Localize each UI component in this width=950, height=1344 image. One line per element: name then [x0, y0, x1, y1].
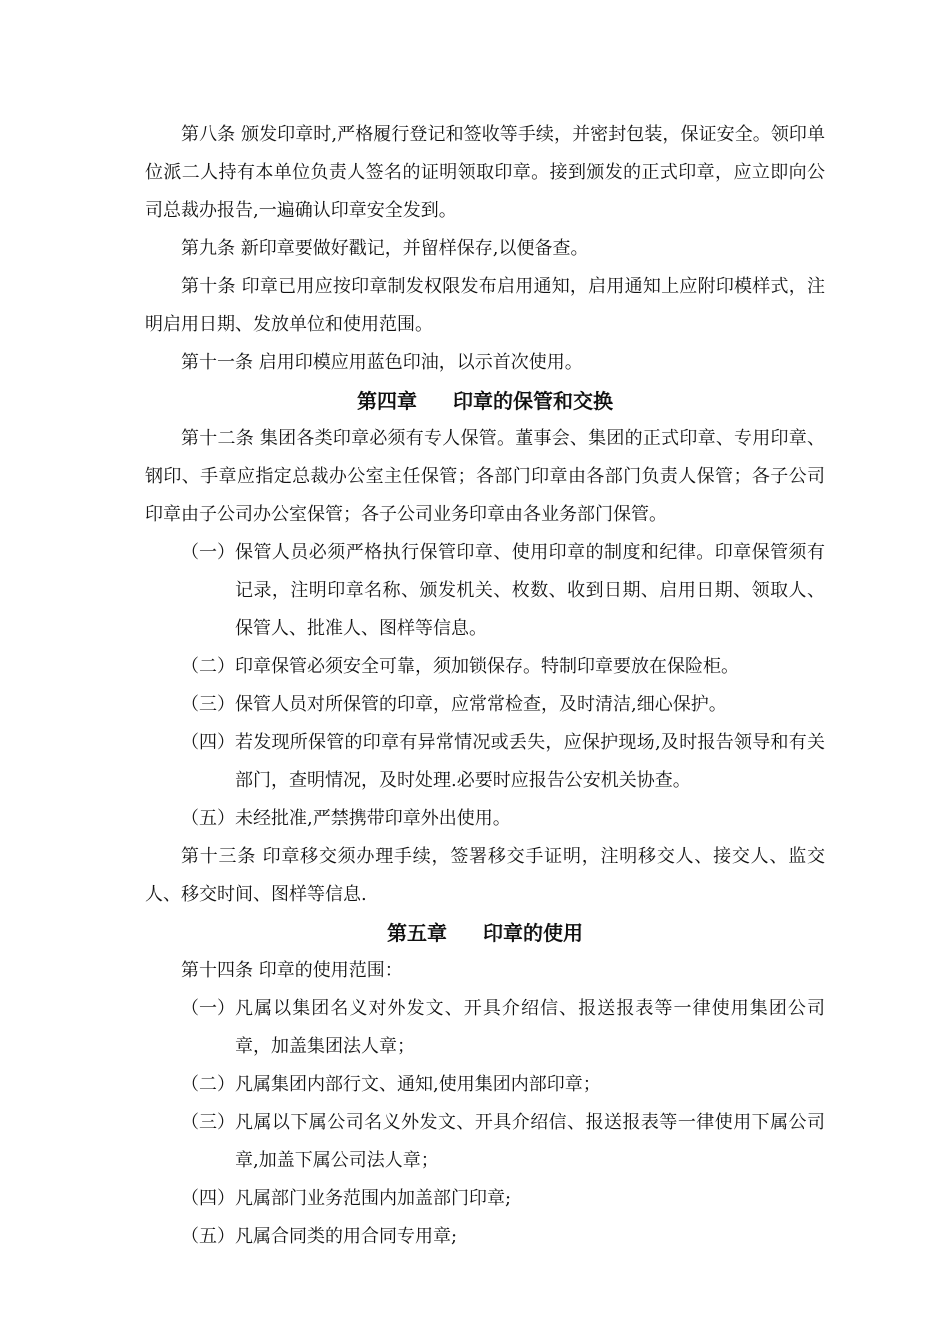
item-number: （一） — [181, 542, 235, 563]
article-14-item-2 — [145, 1066, 825, 1104]
chapter-5-number: 第五章 — [387, 921, 447, 945]
item-number: （二） — [181, 1074, 235, 1095]
chapter-4-heading — [145, 382, 825, 420]
item-text: 凡属以下属公司名义外发文、开具介绍信、报送报表等一律使用下属公司章,加盖下属公司法人章； — [235, 1112, 825, 1171]
article-12-item-1 — [145, 534, 825, 648]
article-12-item-2 — [145, 648, 825, 686]
article-8: 第八条 颁发印章时,严格履行登记和签收等手续，并密封包装，保证安全。领印单位派二人持有本单位负责人签名的证明领取印章。接到颁发的正式印章，应立即向公司总裁办报告,一遍确认印章安全发到。 — [145, 124, 825, 221]
item-text: 保管人员必须严格执行保管印章、使用印章的制度和纪律。印章保管须有记录，注明印章名称、颁发机关、枚数、收到日期、启用日期、领取人、保管人、批准人、图样等信息。 — [235, 542, 825, 639]
item-number: （四） — [181, 732, 235, 753]
item-text: 未经批准,严禁携带印章外出使用。 — [235, 808, 511, 829]
article-14-item-3 — [145, 1104, 825, 1180]
item-text: 若发现所保管的印章有异常情况或丢失，应保护现场,及时报告领导和有关部门，查明情况，及时处理.必要时应报告公安机关协查。 — [235, 732, 825, 791]
article-14-item-5 — [145, 1218, 825, 1256]
item-number: （二） — [181, 656, 235, 677]
item-text: 凡属合同类的用合同专用章; — [235, 1226, 458, 1247]
article-14: 第十四条 印章的使用范围： — [181, 960, 403, 981]
article-12-item-5 — [145, 800, 825, 838]
item-number: （一） — [181, 998, 235, 1019]
item-number: （三） — [181, 694, 235, 715]
article-14-item-1 — [145, 990, 825, 1066]
article-14-item-4 — [145, 1180, 825, 1218]
item-text: 保管人员对所保管的印章，应常常检查，及时清洁,细心保护。 — [235, 694, 727, 715]
item-number: （五） — [181, 808, 235, 829]
item-number: （四） — [181, 1188, 235, 1209]
article-13: 第十三条 印章移交须办理手续，签署移交手证明，注明移交人、接交人、监交人、移交时间、图样等信息. — [145, 846, 825, 905]
document-body — [145, 116, 825, 1256]
chapter-5-title: 印章的使用 — [483, 921, 583, 945]
chapter-4-title: 印章的保管和交换 — [453, 389, 613, 413]
chapter-5-heading — [145, 914, 825, 952]
chapter-4-number: 第四章 — [357, 389, 417, 413]
article-12-item-4 — [145, 724, 825, 800]
article-12-item-3 — [145, 686, 825, 724]
item-text: 凡属以集团名义对外发文、开具介绍信、报送报表等一律使用集团公司章，加盖集团法人章； — [235, 998, 825, 1057]
item-text: 凡属集团内部行文、通知,使用集团内部印章； — [235, 1074, 601, 1095]
article-12: 第十二条 集团各类印章必须有专人保管。董事会、集团的正式印章、专用印章、钢印、手章应指定总裁办公室主任保管；各部门印章由各部门负责人保管；各子公司印章由子公司办公室保管；各子公司业务印章由各业务部门保管。 — [145, 428, 825, 525]
article-10: 第十条 印章已用应按印章制发权限发布启用通知，启用通知上应附印模样式，注明启用日期、发放单位和使用范围。 — [145, 276, 825, 335]
article-11: 第十一条 启用印模应用蓝色印油，以示首次使用。 — [181, 352, 583, 373]
item-text: 凡属部门业务范围内加盖部门印章; — [235, 1188, 512, 1209]
item-text: 印章保管必须安全可靠，须加锁保存。特制印章要放在保险柜。 — [235, 656, 739, 677]
article-9: 第九条 新印章要做好戳记，并留样保存,以便备查。 — [181, 238, 589, 259]
item-number: （五） — [181, 1226, 235, 1247]
item-number: （三） — [181, 1112, 235, 1133]
